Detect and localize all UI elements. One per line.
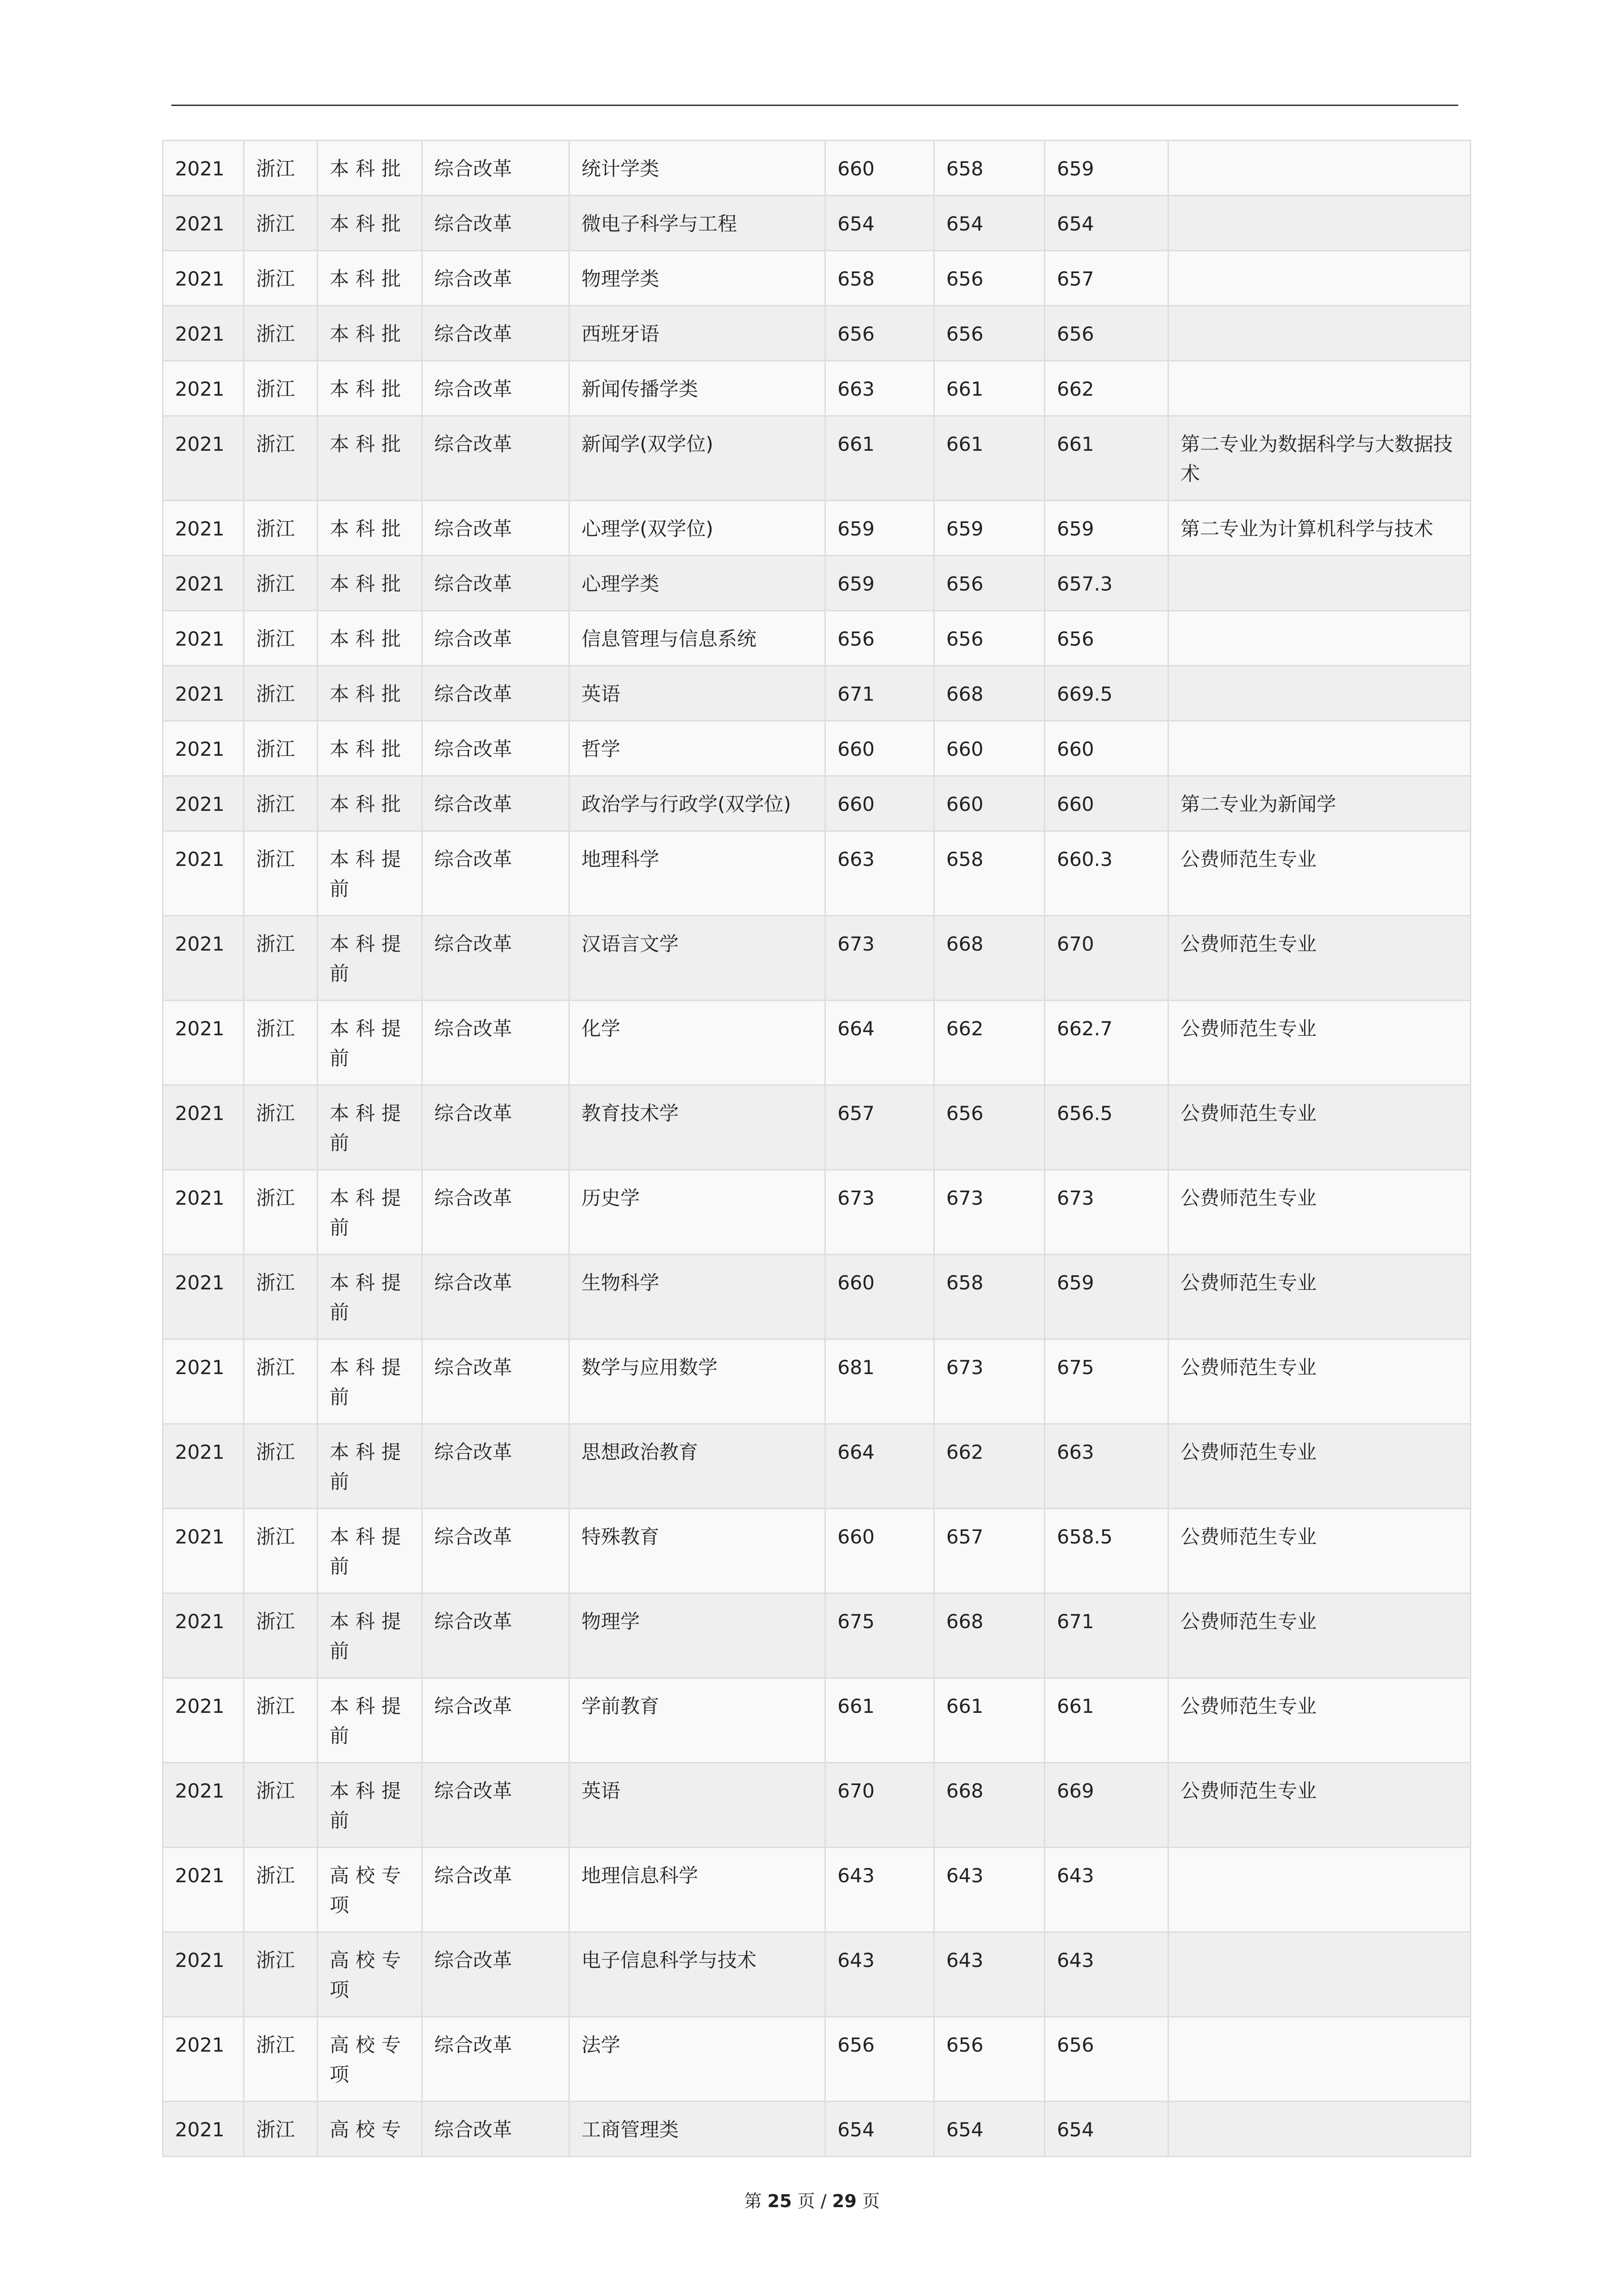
cell-subject-type: 综合改革 [423,1255,570,1338]
cell-year: 2021 [163,1001,244,1084]
cell-avg-score: 654 [1045,196,1169,250]
cell-avg-score: 671 [1045,1594,1169,1677]
cell-province: 浙江 [244,1001,318,1084]
cell-province: 浙江 [244,1340,318,1423]
cell-avg-score: 657.3 [1045,556,1169,610]
table-row [163,361,1471,417]
cell-province: 浙江 [244,722,318,775]
cell-major: 物理学类 [570,251,826,305]
cell-note: 公费师范生专业 [1169,1763,1471,1847]
cell-major: 微电子科学与工程 [570,196,826,250]
cell-major: 电子信息科学与技术 [570,1933,826,2016]
cell-note [1169,361,1471,415]
cell-major: 法学 [570,2017,826,2101]
cell-major: 信息管理与信息系统 [570,611,826,665]
table-row [163,1848,1471,1933]
cell-note: 公费师范生专业 [1169,1340,1471,1423]
cell-batch: 高校专 [318,2102,423,2156]
cell-batch: 本科提前 [318,1170,423,1254]
cell-province: 浙江 [244,251,318,305]
cell-avg-score: 643 [1045,1933,1169,2016]
cell-max-score: 660 [826,777,935,830]
table-row [163,1425,1471,1509]
cell-avg-score: 661 [1045,417,1169,500]
cell-major: 化学 [570,1001,826,1084]
table-row [163,1255,1471,1340]
cell-year: 2021 [163,251,244,305]
cell-note: 公费师范生专业 [1169,1509,1471,1593]
footer-suffix: 页 [856,2191,880,2211]
cell-min-score: 654 [935,196,1045,250]
cell-max-score: 671 [826,666,935,720]
cell-subject-type: 综合改革 [423,251,570,305]
cell-note [1169,2017,1471,2101]
cell-year: 2021 [163,556,244,610]
cell-avg-score: 658.5 [1045,1509,1169,1593]
cell-year: 2021 [163,2102,244,2156]
table-row [163,251,1471,306]
cell-max-score: 681 [826,1340,935,1423]
cell-major: 新闻学(双学位) [570,417,826,500]
cell-year: 2021 [163,777,244,830]
cell-province: 浙江 [244,777,318,830]
cell-min-score: 657 [935,1509,1045,1593]
cell-year: 2021 [163,196,244,250]
cell-max-score: 660 [826,1509,935,1593]
cell-avg-score: 673 [1045,1170,1169,1254]
cell-major: 生物科学 [570,1255,826,1338]
cell-major: 统计学类 [570,141,826,195]
cell-subject-type: 综合改革 [423,361,570,415]
cell-max-score: 643 [826,1933,935,2016]
cell-note: 公费师范生专业 [1169,916,1471,1000]
cell-subject-type: 综合改革 [423,417,570,500]
cell-subject-type: 综合改革 [423,611,570,665]
cell-major: 哲学 [570,722,826,775]
cell-max-score: 659 [826,556,935,610]
cell-max-score: 658 [826,251,935,305]
table-row [163,1679,1471,1763]
cell-batch: 本科批 [318,417,423,500]
cell-batch: 本科提前 [318,1001,423,1084]
cell-province: 浙江 [244,1509,318,1593]
cell-batch: 本科批 [318,611,423,665]
cell-year: 2021 [163,611,244,665]
cell-subject-type: 综合改革 [423,722,570,775]
cell-subject-type: 综合改革 [423,141,570,195]
cell-min-score: 656 [935,251,1045,305]
cell-year: 2021 [163,1086,244,1169]
cell-batch: 高校专项 [318,1933,423,2016]
cell-note [1169,141,1471,195]
cell-batch: 本科批 [318,141,423,195]
cell-min-score: 673 [935,1340,1045,1423]
cell-max-score: 660 [826,141,935,195]
cell-avg-score: 657 [1045,251,1169,305]
cell-batch: 本科提前 [318,832,423,915]
cell-subject-type: 综合改革 [423,1848,570,1931]
cell-avg-score: 659 [1045,501,1169,555]
cell-min-score: 643 [935,1848,1045,1931]
cell-major: 西班牙语 [570,306,826,360]
cell-note [1169,556,1471,610]
cell-year: 2021 [163,141,244,195]
cell-major: 汉语言文学 [570,916,826,1000]
cell-province: 浙江 [244,611,318,665]
cell-batch: 高校专项 [318,1848,423,1931]
cell-subject-type: 综合改革 [423,1340,570,1423]
cell-min-score: 656 [935,556,1045,610]
cell-max-score: 673 [826,1170,935,1254]
cell-major: 新闻传播学类 [570,361,826,415]
cell-subject-type: 综合改革 [423,1086,570,1169]
table-row [163,417,1471,501]
cell-max-score: 660 [826,722,935,775]
table-row [163,1086,1471,1170]
cell-batch: 本科提前 [318,1679,423,1762]
cell-province: 浙江 [244,417,318,500]
cell-avg-score: 669.5 [1045,666,1169,720]
cell-major: 心理学(双学位) [570,501,826,555]
cell-year: 2021 [163,306,244,360]
cell-year: 2021 [163,501,244,555]
cell-avg-score: 660 [1045,722,1169,775]
table-row [163,1170,1471,1255]
cell-min-score: 660 [935,777,1045,830]
table-row [163,916,1471,1001]
table-row [163,1594,1471,1679]
cell-major: 地理信息科学 [570,1848,826,1931]
cell-province: 浙江 [244,666,318,720]
cell-year: 2021 [163,1255,244,1338]
cell-avg-score: 675 [1045,1340,1169,1423]
table-row [163,2017,1471,2102]
table-row [163,832,1471,916]
cell-min-score: 662 [935,1425,1045,1508]
cell-year: 2021 [163,1425,244,1508]
cell-subject-type: 综合改革 [423,916,570,1000]
cell-min-score: 661 [935,361,1045,415]
table-row [163,777,1471,832]
cell-batch: 本科批 [318,722,423,775]
cell-note [1169,722,1471,775]
cell-batch: 本科批 [318,501,423,555]
cell-subject-type: 综合改革 [423,1425,570,1508]
cell-year: 2021 [163,722,244,775]
cell-max-score: 659 [826,501,935,555]
cell-min-score: 656 [935,611,1045,665]
cell-subject-type: 综合改革 [423,1001,570,1084]
cell-note: 公费师范生专业 [1169,832,1471,915]
cell-year: 2021 [163,1848,244,1931]
cell-province: 浙江 [244,2017,318,2101]
cell-min-score: 643 [935,1933,1045,2016]
cell-avg-score: 659 [1045,1255,1169,1338]
cell-subject-type: 综合改革 [423,196,570,250]
cell-avg-score: 660.3 [1045,832,1169,915]
cell-avg-score: 656 [1045,611,1169,665]
cell-year: 2021 [163,417,244,500]
cell-subject-type: 综合改革 [423,1509,570,1593]
cell-batch: 本科批 [318,251,423,305]
cell-batch: 本科批 [318,196,423,250]
table-row [163,1001,1471,1086]
cell-avg-score: 660 [1045,777,1169,830]
cell-avg-score: 656.5 [1045,1086,1169,1169]
cell-year: 2021 [163,1763,244,1847]
cell-subject-type: 综合改革 [423,2017,570,2101]
cell-major: 地理科学 [570,832,826,915]
cell-min-score: 662 [935,1001,1045,1084]
table-row [163,306,1471,361]
cell-max-score: 673 [826,916,935,1000]
cell-note [1169,2102,1471,2156]
page-footer [0,2187,1624,2212]
cell-max-score: 656 [826,2017,935,2101]
cell-min-score: 660 [935,722,1045,775]
cell-max-score: 663 [826,832,935,915]
table-row [163,611,1471,666]
cell-max-score: 656 [826,306,935,360]
cell-min-score: 659 [935,501,1045,555]
cell-min-score: 658 [935,141,1045,195]
cell-max-score: 656 [826,611,935,665]
cell-major: 工商管理类 [570,2102,826,2156]
cell-min-score: 673 [935,1170,1045,1254]
cell-major: 数学与应用数学 [570,1340,826,1423]
cell-major: 物理学 [570,1594,826,1677]
cell-major: 特殊教育 [570,1509,826,1593]
cell-max-score: 664 [826,1001,935,1084]
cell-province: 浙江 [244,1763,318,1847]
cell-major: 学前教育 [570,1679,826,1762]
cell-province: 浙江 [244,361,318,415]
table-row [163,1509,1471,1594]
cell-major: 思想政治教育 [570,1425,826,1508]
cell-min-score: 668 [935,666,1045,720]
cell-max-score: 664 [826,1425,935,1508]
cell-max-score: 675 [826,1594,935,1677]
cell-subject-type: 综合改革 [423,2102,570,2156]
cell-avg-score: 654 [1045,2102,1169,2156]
cell-year: 2021 [163,1933,244,2016]
table-row [163,1933,1471,2017]
cell-province: 浙江 [244,1679,318,1762]
cell-province: 浙江 [244,1933,318,2016]
cell-major: 政治学与行政学(双学位) [570,777,826,830]
cell-year: 2021 [163,1170,244,1254]
cell-year: 2021 [163,1340,244,1423]
cell-note [1169,251,1471,305]
cell-min-score: 668 [935,1763,1045,1847]
cell-note: 公费师范生专业 [1169,1170,1471,1254]
cell-note [1169,666,1471,720]
cell-note [1169,611,1471,665]
cell-note [1169,1848,1471,1931]
cell-note: 第二专业为数据科学与大数据技术 [1169,417,1471,500]
cell-max-score: 654 [826,2102,935,2156]
cell-note: 公费师范生专业 [1169,1255,1471,1338]
total-pages: 29 [832,2191,857,2211]
cell-batch: 本科提前 [318,1594,423,1677]
cell-province: 浙江 [244,1170,318,1254]
cell-major: 历史学 [570,1170,826,1254]
cell-subject-type: 综合改革 [423,1933,570,2016]
admission-scores-table [162,140,1471,2157]
cell-province: 浙江 [244,916,318,1000]
cell-batch: 本科提前 [318,1255,423,1338]
cell-province: 浙江 [244,141,318,195]
table-row [163,722,1471,777]
cell-max-score: 654 [826,196,935,250]
cell-major: 英语 [570,666,826,720]
cell-avg-score: 662 [1045,361,1169,415]
cell-subject-type: 综合改革 [423,832,570,915]
cell-batch: 本科批 [318,306,423,360]
table-row [163,501,1471,556]
cell-max-score: 661 [826,1679,935,1762]
cell-min-score: 668 [935,916,1045,1000]
cell-province: 浙江 [244,1594,318,1677]
table-row [163,1340,1471,1425]
cell-min-score: 661 [935,417,1045,500]
cell-min-score: 656 [935,306,1045,360]
cell-max-score: 663 [826,361,935,415]
cell-major: 英语 [570,1763,826,1847]
cell-batch: 本科批 [318,556,423,610]
cell-max-score: 643 [826,1848,935,1931]
cell-max-score: 661 [826,417,935,500]
cell-avg-score: 656 [1045,306,1169,360]
cell-batch: 本科批 [318,361,423,415]
table-row [163,196,1471,251]
cell-batch: 本科批 [318,666,423,720]
cell-province: 浙江 [244,832,318,915]
cell-subject-type: 综合改革 [423,1679,570,1762]
cell-year: 2021 [163,1594,244,1677]
cell-batch: 本科批 [318,777,423,830]
cell-subject-type: 综合改革 [423,501,570,555]
cell-avg-score: 659 [1045,141,1169,195]
cell-note: 第二专业为新闻学 [1169,777,1471,830]
cell-province: 浙江 [244,2102,318,2156]
cell-subject-type: 综合改革 [423,1594,570,1677]
cell-note [1169,1933,1471,2016]
cell-note: 公费师范生专业 [1169,1086,1471,1169]
cell-avg-score: 670 [1045,916,1169,1000]
cell-min-score: 658 [935,832,1045,915]
cell-province: 浙江 [244,1255,318,1338]
cell-note: 公费师范生专业 [1169,1001,1471,1084]
cell-note: 公费师范生专业 [1169,1679,1471,1762]
cell-min-score: 658 [935,1255,1045,1338]
cell-province: 浙江 [244,501,318,555]
cell-year: 2021 [163,1679,244,1762]
cell-province: 浙江 [244,306,318,360]
cell-major: 心理学类 [570,556,826,610]
cell-batch: 本科提前 [318,1086,423,1169]
cell-max-score: 657 [826,1086,935,1169]
cell-note [1169,196,1471,250]
cell-avg-score: 662.7 [1045,1001,1169,1084]
cell-subject-type: 综合改革 [423,306,570,360]
cell-subject-type: 综合改革 [423,1763,570,1847]
cell-note: 第二专业为计算机科学与技术 [1169,501,1471,555]
cell-avg-score: 643 [1045,1848,1169,1931]
cell-province: 浙江 [244,1848,318,1931]
cell-province: 浙江 [244,556,318,610]
cell-note: 公费师范生专业 [1169,1594,1471,1677]
cell-avg-score: 663 [1045,1425,1169,1508]
cell-min-score: 656 [935,1086,1045,1169]
cell-year: 2021 [163,916,244,1000]
cell-max-score: 670 [826,1763,935,1847]
footer-prefix: 第 [744,2191,768,2211]
cell-min-score: 661 [935,1679,1045,1762]
table-row [163,2102,1471,2157]
cell-batch: 本科提前 [318,1763,423,1847]
cell-batch: 本科提前 [318,1340,423,1423]
cell-subject-type: 综合改革 [423,556,570,610]
cell-batch: 本科提前 [318,1509,423,1593]
cell-min-score: 668 [935,1594,1045,1677]
cell-year: 2021 [163,361,244,415]
cell-note [1169,306,1471,360]
cell-subject-type: 综合改革 [423,666,570,720]
cell-year: 2021 [163,832,244,915]
cell-province: 浙江 [244,196,318,250]
cell-year: 2021 [163,1509,244,1593]
cell-batch: 高校专项 [318,2017,423,2101]
current-page: 25 [767,2191,792,2211]
cell-year: 2021 [163,2017,244,2101]
cell-avg-score: 669 [1045,1763,1169,1847]
cell-major: 教育技术学 [570,1086,826,1169]
cell-avg-score: 661 [1045,1679,1169,1762]
cell-province: 浙江 [244,1086,318,1169]
cell-province: 浙江 [244,1425,318,1508]
cell-batch: 本科提前 [318,916,423,1000]
cell-max-score: 660 [826,1255,935,1338]
cell-avg-score: 656 [1045,2017,1169,2101]
table-row [163,1763,1471,1848]
cell-batch: 本科提前 [318,1425,423,1508]
table-row [163,556,1471,611]
cell-note: 公费师范生专业 [1169,1425,1471,1508]
header-rule [171,105,1458,106]
footer-mid: 页 / [792,2191,832,2211]
cell-min-score: 654 [935,2102,1045,2156]
table-row [163,141,1471,196]
cell-subject-type: 综合改革 [423,1170,570,1254]
cell-subject-type: 综合改革 [423,777,570,830]
cell-min-score: 656 [935,2017,1045,2101]
cell-year: 2021 [163,666,244,720]
table-row [163,666,1471,722]
